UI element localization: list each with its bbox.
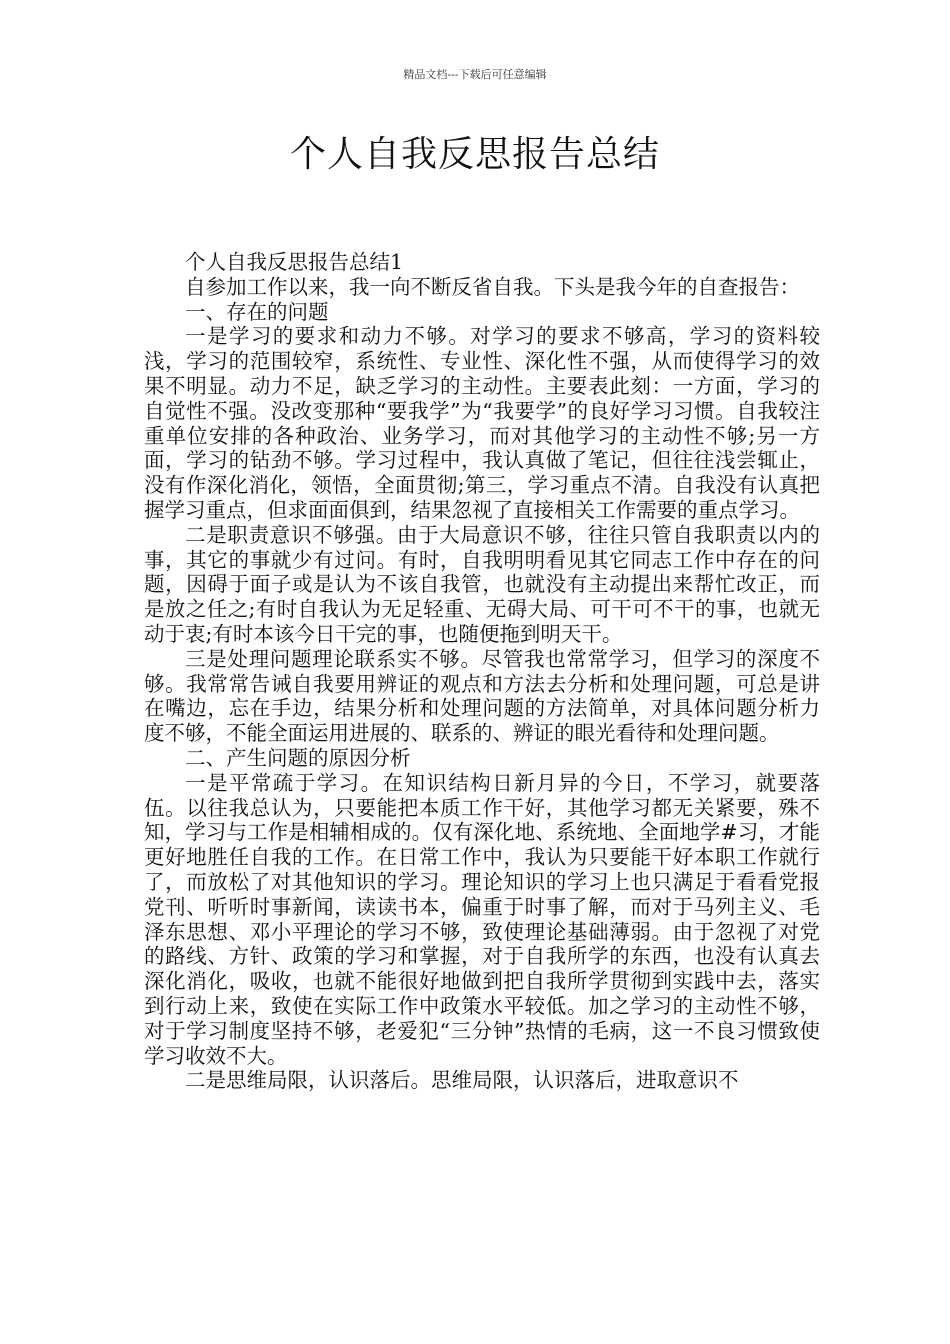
document-title: 个人自我反思报告总结 xyxy=(289,134,660,175)
paragraph: 二是思维局限，认识落后。思维局限，认识落后，进取意识不 xyxy=(185,1068,739,1093)
section-heading: 二、产生问题的原因分析 xyxy=(185,745,411,770)
paragraph: 一是学习的要求和动力不够。对学习的要求不够高，学习的资料较浅，学习的范围较窄，系统性、专业性、深化性不强，从而使得学习的效果不明显。动力不足，缺乏学习的主动性。主要表此刻：一方面，学习的自觉性不强。没改变那种“要我学”为“我要学”的良好学习习惯。自我较注重单位安排的各种政治、业务学习，而对其他学习的主动性不够;另一方面，学习的钻劲不够。学习过程中，我认真做了笔记，但往往浅尝辄止，没有作深化消化，领悟，全面贯彻;第三，学习重点不清。自我没有认真把握学习重点，但求面面俱到，结果忽视了直接相关工作需要的重点学习。 xyxy=(144,324,820,522)
paragraph-subtitle: 个人自我反思报告总结1 xyxy=(185,250,404,274)
document-body xyxy=(144,250,820,1093)
paragraph: 自参加工作以来，我一向不断反省自我。下头是我今年的自查报告： xyxy=(185,274,800,299)
header-note: 精品文档---下载后可任意编辑 xyxy=(403,68,547,81)
paragraph: 二是职责意识不够强。由于大局意识不够，往往只管自我职责以内的事，其它的事就少有过问。有时，自我明明看见其它同志工作中存在的问题，因碍于面子或是认为不该自我管，也就没有主动提出来帮忙改正，而是放之任之;有时自我认为无足轻重、无碍大局、可干可不干的事，也就无动于衷;有时本该今日干完的事，也随便拖到明天干。 xyxy=(144,522,820,646)
paragraph: 一是平常疏于学习。在知识结构日新月异的今日，不学习，就要落伍。以往我总认为，只要能把本质工作干好，其他学习都无关紧要，殊不知，学习与工作是相辅相成的。仅有深化地、系统地、全面地学#习，才能更好地胜任自我的工作。在日常工作中，我认为只要能干好本职工作就行了，而放松了对其他知识的学习。理论知识的学习上也只满足于看看党报党刊、听听时事新闻，读读书本，偏重于时事了解，而对于马列主义、毛泽东思想、邓小平理论的学习不够，致使理论基础薄弱。由于忽视了对党的路线、方针、政策的学习和掌握，对于自我所学的东西，也没有认真去深化消化，吸收，也就不能很好地做到把自我所学贯彻到实践中去，落实到行动上来，致使在实际工作中政策水平较低。加之学习的主动性不够，对于学习制度坚持不够，老爱犯“三分钟”热情的毛病，这一不良习惯致使学习收效不大。 xyxy=(144,770,820,1068)
paragraph: 三是处理问题理论联系实不够。尽管我也常常学习，但学习的深度不够。我常常告诫自我要用辨证的观点和方法去分析和处理问题，可总是讲在嘴边，忘在手边，结果分析和处理问题的方法简单，对具体问题分析力度不够，不能全面运用进展的、联系的、辨证的眼光看待和处理问题。 xyxy=(144,646,820,746)
section-heading: 一、存在的问题 xyxy=(185,299,329,324)
